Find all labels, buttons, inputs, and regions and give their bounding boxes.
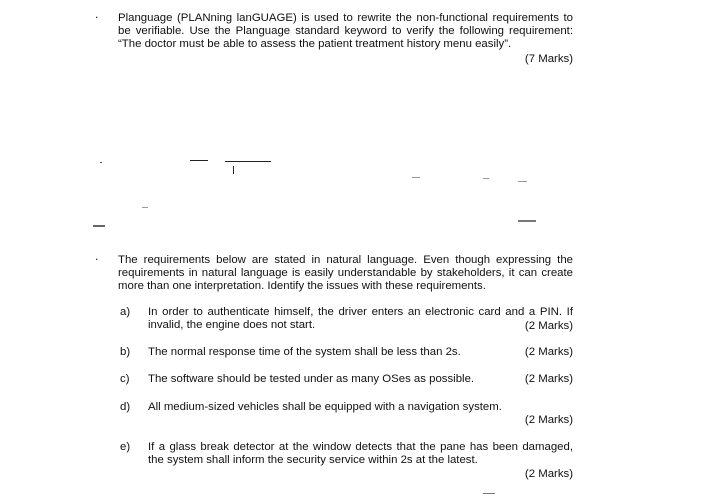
item-c-marks: (2 Marks) (524, 373, 573, 385)
item-e-label: e) (120, 441, 131, 453)
item-e-text: If a glass break detector at the window detects that the pane has been damaged, the system shall inform the security service within 2s at the latest. (148, 441, 573, 467)
scan-artifact (518, 181, 527, 182)
scan-artifact (483, 178, 489, 179)
item-c-text: The software should be tested under as many OSes as possible. (148, 373, 475, 385)
question2-bullet: . (95, 249, 99, 263)
item-d-text: All medium-sized vehicles shall be equipped with a navigation system. (148, 401, 502, 413)
scan-artifact (190, 160, 208, 161)
scan-artifact (142, 207, 148, 208)
item-e-marks: (2 Marks) (524, 468, 573, 480)
item-b-label: b) (120, 346, 131, 358)
question2-intro: The requirements below are stated in natural language. Even though expressing the requirements in natural language is easily understandable by stakeholders, it can create more than one interpretation. Identify the issues with these requirements. (118, 254, 573, 293)
item-d-label: d) (120, 401, 131, 413)
scan-artifact (225, 161, 271, 162)
scan-artifact (483, 493, 495, 494)
item-a-text: In order to authenticate himself, the driver enters an electronic card and a PIN. If invalid, the engine does not start. (148, 306, 573, 332)
question1-bullet: . (95, 7, 99, 21)
item-a-marks: (2 Marks) (524, 320, 573, 332)
scan-artifact (412, 177, 420, 178)
question1-text: Planguage (PLANning lanGUAGE) is used to rewrite the non-functional requirements to be verifiable. Use the Planguage standard keyword to verify the following requirement: “The doctor must be able to assess the patient treatment history menu easily”. (118, 12, 573, 51)
scan-artifact (100, 162, 102, 163)
question1-marks: (7 Marks) (524, 53, 573, 65)
scan-artifact (233, 166, 234, 174)
scan-artifact (93, 225, 105, 227)
scan-artifact (518, 220, 536, 222)
item-d-marks: (2 Marks) (524, 414, 573, 426)
item-b-text: The normal response time of the system shall be less than 2s. (148, 346, 461, 358)
item-b-marks: (2 Marks) (524, 346, 573, 358)
item-a-label: a) (120, 306, 131, 318)
item-c-label: c) (120, 373, 130, 385)
